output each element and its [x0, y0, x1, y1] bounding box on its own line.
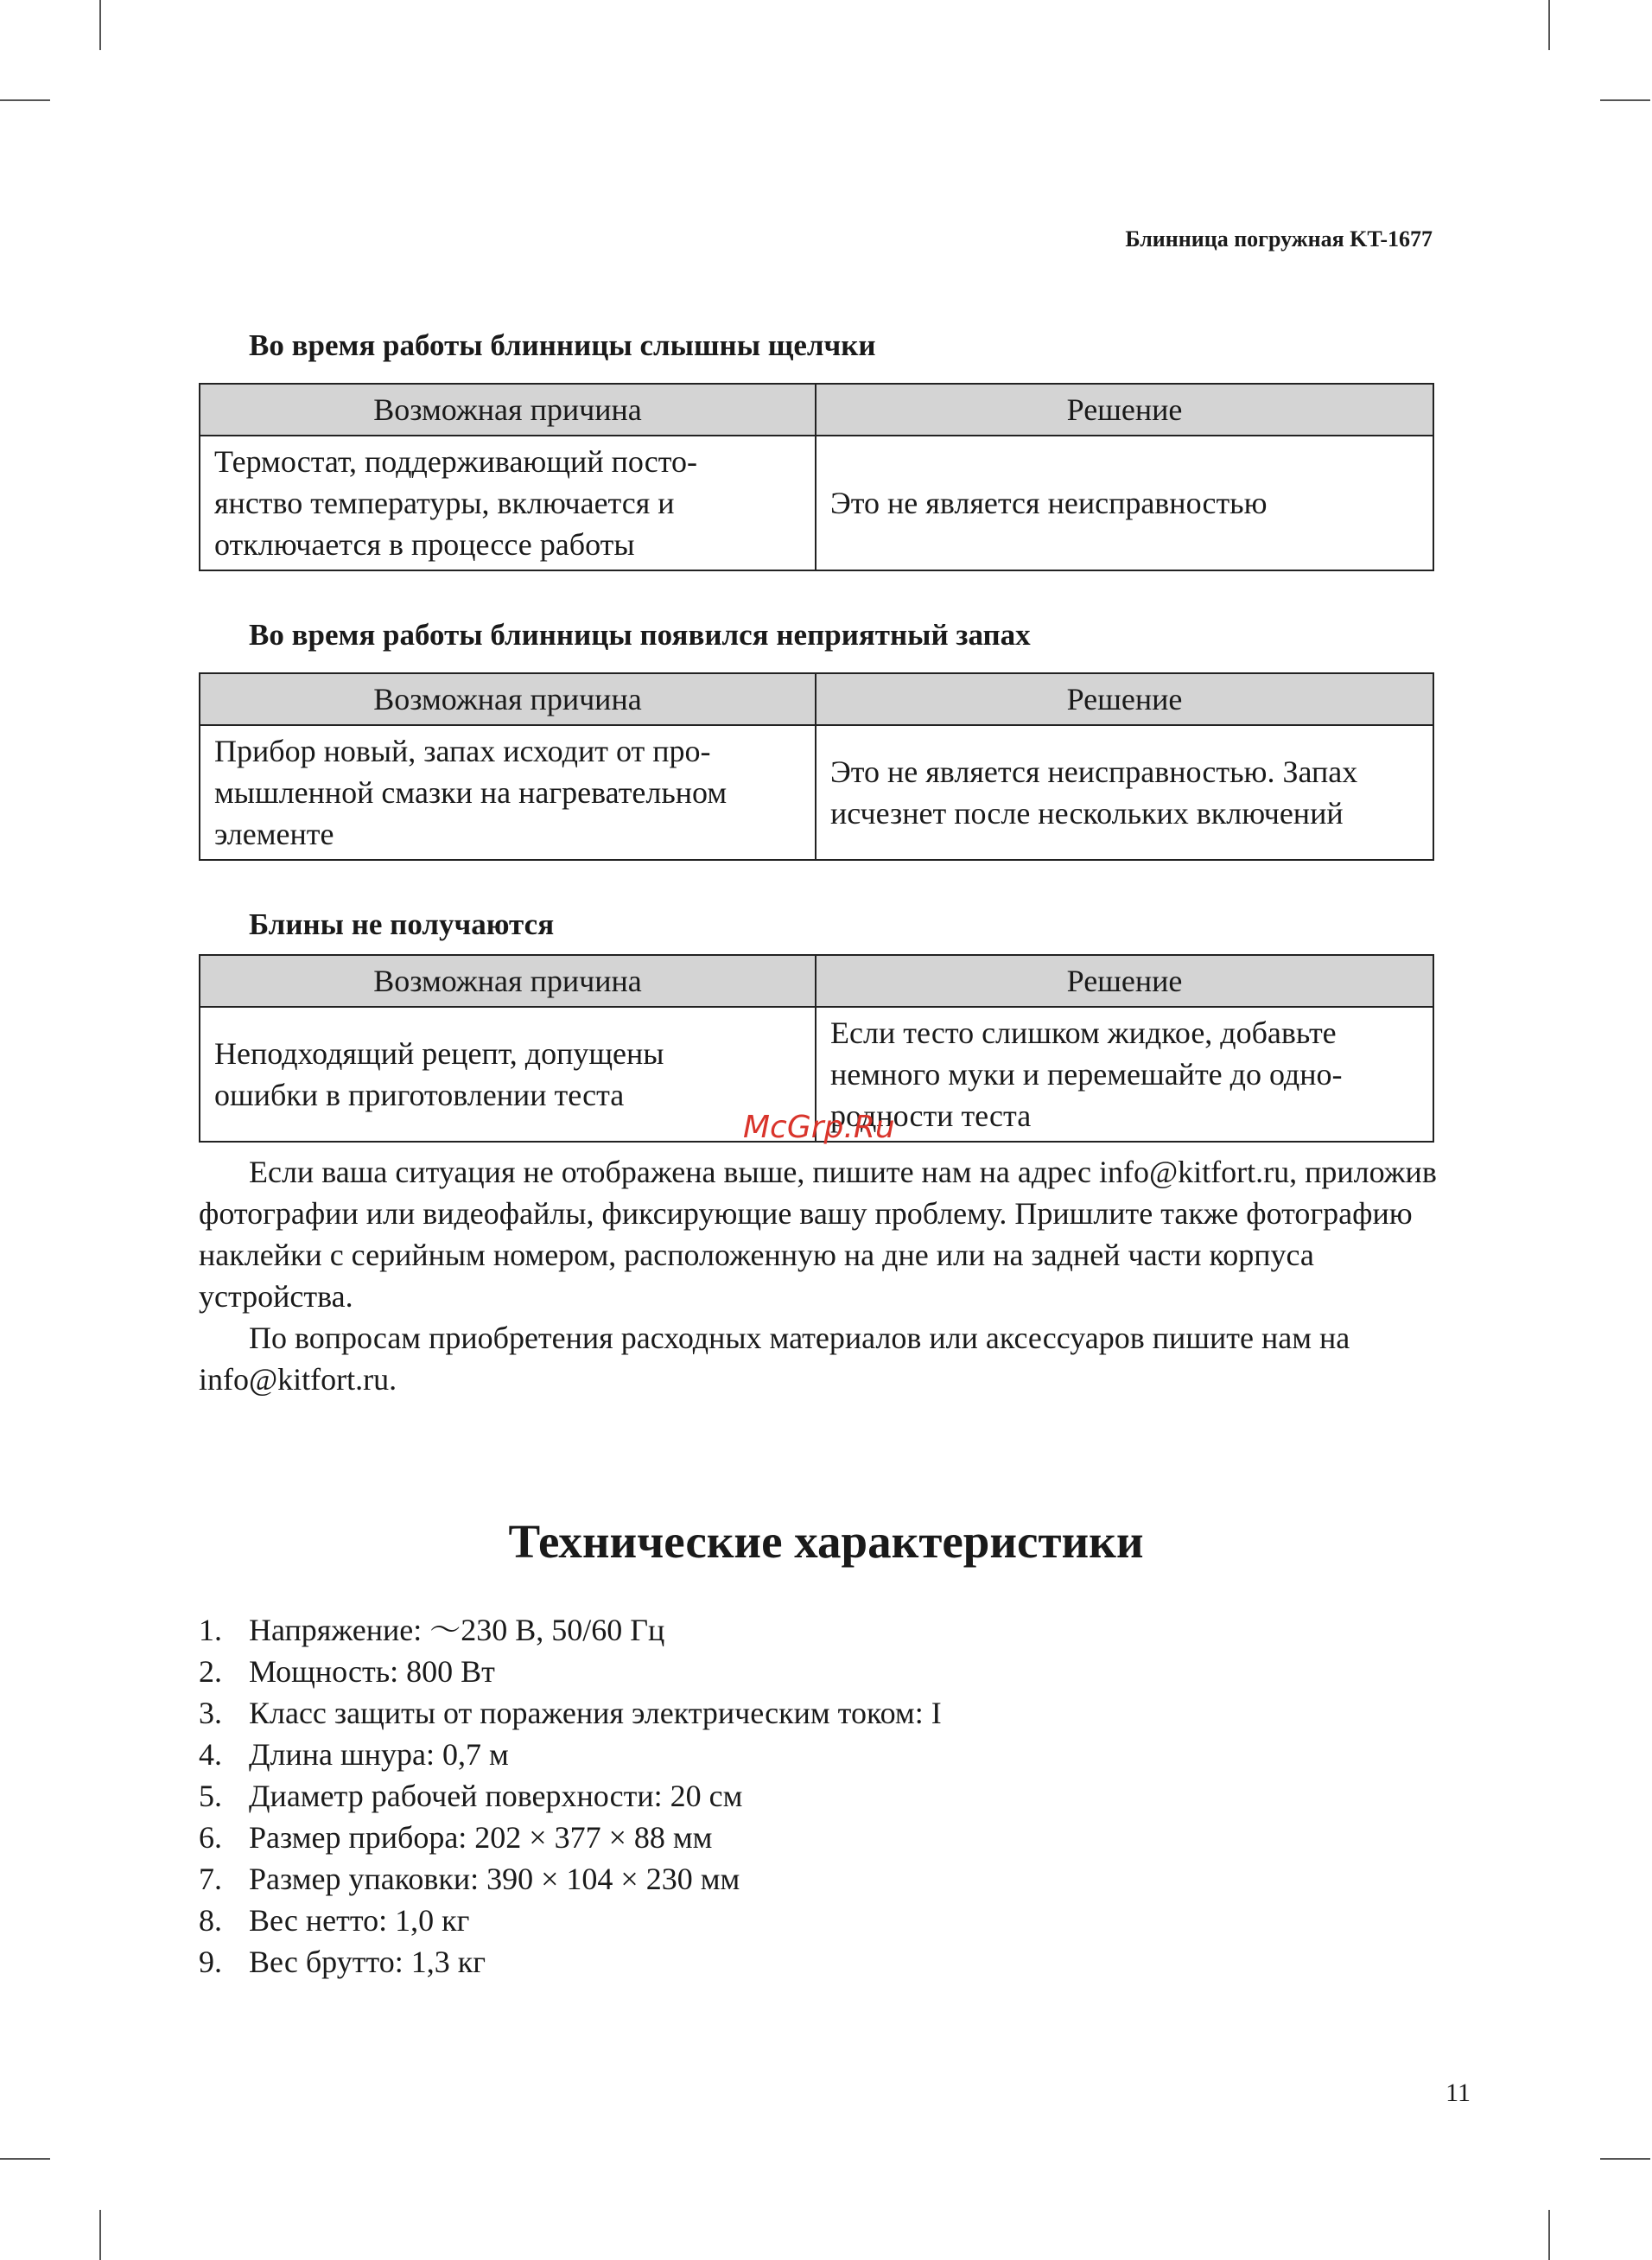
crop-mark — [1548, 0, 1550, 50]
paragraph: По вопросам приобретения расходных материалов или аксессуаров пишите нам на info@kitfort.ru. — [199, 1321, 1350, 1397]
list-item — [199, 1817, 942, 1858]
table-header-row — [200, 384, 1433, 436]
list-text: Вес нетто: 1,0 кг — [249, 1903, 470, 1938]
list-item — [199, 1609, 942, 1651]
troubleshooting-table — [199, 672, 1434, 861]
table-header-row — [200, 955, 1433, 1007]
cause-cell: Прибор новый, запах исходит от про- мышленной смазки на нагревательном элементе — [200, 725, 816, 860]
column-header-cause: Возможная причина — [200, 673, 816, 725]
list-item — [199, 1900, 942, 1941]
solution-cell: Это не является неисправностью — [816, 436, 1433, 570]
list-number: 4. — [199, 1737, 222, 1772]
cause-cell: Термостат, поддерживающий посто- янство температуры, включается и отключается в процессе работы — [200, 436, 816, 570]
column-header-cause: Возможная причина — [200, 384, 816, 436]
paragraph: Если ваша ситуация не отображена выше, пишите нам на адрес info@kitfort.ru, приложив фотографии или видеофайлы, фиксирующие вашу проблему. Пришлите также фотографию наклейки с серийным номером, расположенную на дне или на задней части корпуса устройства. — [199, 1155, 1437, 1314]
list-number: 7. — [199, 1862, 222, 1896]
specs-list — [199, 1609, 942, 1983]
list-text: Мощность: 800 Вт — [249, 1654, 495, 1689]
solution-cell: Если тесто слишком жидкое, добавьте немного муки и перемешайте до одно- родности теста — [816, 1007, 1433, 1142]
list-item — [199, 1692, 942, 1734]
crop-mark — [1600, 2158, 1650, 2160]
list-text: Длина шнура: 0,7 м — [249, 1737, 509, 1772]
section-heading: Во время работы блинницы появился неприятный запах — [249, 618, 1031, 652]
column-header-cause: Возможная причина — [200, 955, 816, 1007]
troubleshooting-table — [199, 383, 1434, 571]
column-header-solution: Решение — [816, 384, 1433, 436]
cause-cell: Неподходящий рецепт, допущены ошибки в приготовлении теста — [200, 1007, 816, 1142]
list-item — [199, 1941, 942, 1983]
list-number: 3. — [199, 1696, 222, 1730]
crop-mark — [1600, 99, 1650, 101]
list-number: 5. — [199, 1779, 222, 1813]
list-number: 2. — [199, 1654, 222, 1689]
list-text: Напряжение: ～230 В, 50/60 Гц — [249, 1613, 665, 1647]
section-heading: Блины не получаются — [249, 907, 555, 941]
list-item — [199, 1651, 942, 1692]
table-row — [200, 725, 1433, 860]
list-text: Диаметр рабочей поверхности: 20 см — [249, 1779, 743, 1813]
page-number: 11 — [1446, 2079, 1471, 2107]
running-header: Блинница погружная KT-1677 — [1125, 226, 1433, 251]
list-item — [199, 1775, 942, 1817]
crop-mark — [1548, 2210, 1550, 2260]
table-row — [200, 436, 1433, 570]
list-item — [199, 1734, 942, 1775]
list-number: 1. — [199, 1613, 222, 1647]
list-text: Размер прибора: 202 × 377 × 88 мм — [249, 1820, 713, 1855]
list-text: Размер упаковки: 390 × 104 × 230 мм — [249, 1862, 740, 1896]
list-number: 8. — [199, 1903, 222, 1938]
list-number: 6. — [199, 1820, 222, 1855]
watermark: McGrp.Ru — [743, 1110, 895, 1145]
column-header-solution: Решение — [816, 955, 1433, 1007]
specs-title: Технические характеристики — [508, 1515, 1144, 1568]
crop-mark — [99, 2210, 101, 2260]
solution-cell: Это не является неисправностью. Запах исчезнет после нескольких включений — [816, 725, 1433, 860]
list-text: Вес брутто: 1,3 кг — [249, 1945, 486, 1979]
crop-mark — [0, 2158, 50, 2160]
column-header-solution: Решение — [816, 673, 1433, 725]
table-header-row — [200, 673, 1433, 725]
list-item — [199, 1858, 942, 1900]
section-heading: Во время работы блинницы слышны щелчки — [249, 328, 876, 362]
crop-mark — [99, 0, 101, 50]
list-number: 9. — [199, 1945, 222, 1979]
crop-mark — [0, 99, 50, 101]
list-text: Класс защиты от поражения электрическим током: I — [249, 1696, 942, 1730]
contact-paragraphs — [199, 1151, 1443, 1400]
